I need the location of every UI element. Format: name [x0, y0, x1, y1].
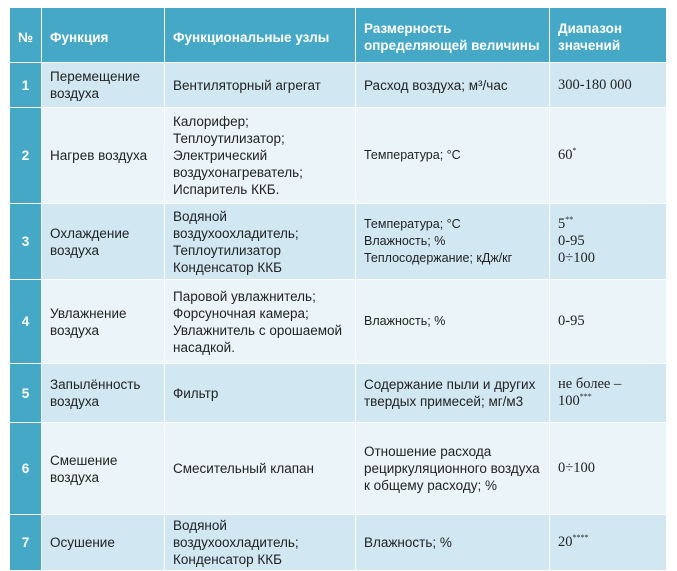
header-function: Функция — [42, 8, 165, 63]
node-line: Водяной воздухоохладитель; — [173, 518, 299, 550]
row-num: 3 — [10, 204, 42, 280]
dimension-line: Расход воздуха; м³/час — [364, 77, 508, 93]
range-value: 60 — [558, 147, 573, 163]
row-function: Охлаждение воздуха — [42, 204, 165, 280]
row-range — [550, 280, 667, 364]
row-num: 2 — [10, 108, 42, 204]
header-num: № — [10, 8, 42, 63]
node-line: Конденсатор ККБ — [173, 552, 283, 567]
row-num: 5 — [10, 364, 42, 423]
row-dimension — [356, 108, 550, 204]
node-line: Конденсатор ККБ — [173, 259, 283, 275]
range-value: 0-95 — [558, 313, 585, 329]
dimension-line: Отношение расхода рециркуляционного воздуха к общему расходу; % — [364, 444, 540, 493]
row-nodes — [165, 108, 356, 204]
table-row — [10, 280, 667, 364]
range-line — [558, 216, 658, 233]
table-row — [10, 515, 667, 571]
dimension-line: Температура; °С — [364, 148, 461, 162]
row-nodes — [165, 204, 356, 280]
range-line — [558, 233, 658, 250]
row-dimension — [356, 423, 550, 515]
range-value: 0÷100 — [558, 460, 595, 476]
range-line — [558, 250, 658, 267]
node-line: Вентиляторный агрегат — [173, 77, 321, 93]
range-value: 0-95 — [558, 233, 585, 249]
dimension-line: Содержание пыли и других твердых примесей; мг/м3 — [364, 377, 536, 409]
range-footnote-mark: ** — [565, 215, 574, 225]
row-num: 6 — [10, 423, 42, 515]
range-footnote-mark: *** — [579, 392, 592, 402]
row-range — [550, 364, 667, 423]
row-nodes — [165, 63, 356, 108]
node-line: Испаритель ККБ. — [173, 182, 280, 197]
row-dimension — [356, 63, 550, 108]
row-range — [550, 108, 667, 204]
row-function: Смешение воздуха — [42, 423, 165, 515]
row-range — [550, 423, 667, 515]
node-line: Теплоутилизатор — [173, 242, 282, 258]
row-dimension — [356, 280, 550, 364]
row-nodes — [165, 364, 356, 423]
node-line: Калорифер; — [173, 114, 249, 129]
node-line: Фильтр — [173, 385, 219, 401]
row-range — [550, 204, 667, 280]
row-range — [550, 515, 667, 571]
range-footnote-mark: **** — [572, 533, 589, 543]
node-line: Форсуночная камера; — [173, 305, 309, 321]
node-line: Электрический воздухонагреватель; — [173, 148, 303, 180]
header-range: Диапазон значений — [550, 8, 667, 63]
header-dimension: Размерность определяющей величины — [356, 8, 550, 63]
range-value: 300-180 000 — [558, 76, 632, 93]
range-value: 20 — [558, 534, 573, 550]
row-dimension — [356, 515, 550, 571]
table-row — [10, 108, 667, 204]
row-function: Запылённость воздуха — [42, 364, 165, 423]
range-value: 0÷100 — [558, 250, 595, 266]
table-row — [10, 204, 667, 280]
row-function: Перемещение воздуха — [42, 63, 165, 108]
range-value: 5 — [558, 216, 566, 232]
range-value: не более – 100 — [558, 376, 622, 409]
dimension-line: Температура; °С — [364, 217, 461, 231]
range-line — [558, 77, 658, 94]
table-row — [10, 364, 667, 423]
range-line — [558, 376, 658, 410]
row-num: 7 — [10, 515, 42, 571]
row-range — [550, 63, 667, 108]
row-nodes — [165, 515, 356, 571]
row-dimension — [356, 364, 550, 423]
range-line — [558, 147, 658, 164]
functions-table — [9, 7, 667, 571]
table-row — [10, 423, 667, 515]
range-line — [558, 534, 658, 551]
row-num: 4 — [10, 280, 42, 364]
dimension-line: Влажность; % — [364, 535, 452, 550]
row-function: Осушение — [42, 515, 165, 571]
dimension-line: Влажность; % — [364, 234, 446, 248]
row-function: Нагрев воздуха — [42, 108, 165, 204]
row-dimension — [356, 204, 550, 280]
header-row — [10, 8, 667, 63]
table-row — [10, 63, 667, 108]
row-nodes — [165, 280, 356, 364]
node-line: Увлажнитель с орошаемой насадкой. — [173, 322, 343, 355]
node-line: Теплоутилизатор; — [173, 131, 285, 146]
node-line: Водяной воздухоохладитель; — [173, 208, 299, 241]
node-line: Паровой увлажнитель; — [173, 288, 316, 304]
row-function: Увлажнение воздуха — [42, 280, 165, 364]
node-line: Смесительный клапан — [173, 461, 314, 476]
header-nodes: Функциональные узлы — [165, 8, 356, 63]
dimension-line: Влажность; % — [364, 314, 446, 328]
range-line — [558, 313, 658, 330]
dimension-line: Теплосодержание; кДж/кг — [364, 251, 513, 265]
row-num: 1 — [10, 63, 42, 108]
row-nodes — [165, 423, 356, 515]
range-line — [558, 460, 658, 477]
range-footnote-mark: * — [572, 146, 577, 156]
